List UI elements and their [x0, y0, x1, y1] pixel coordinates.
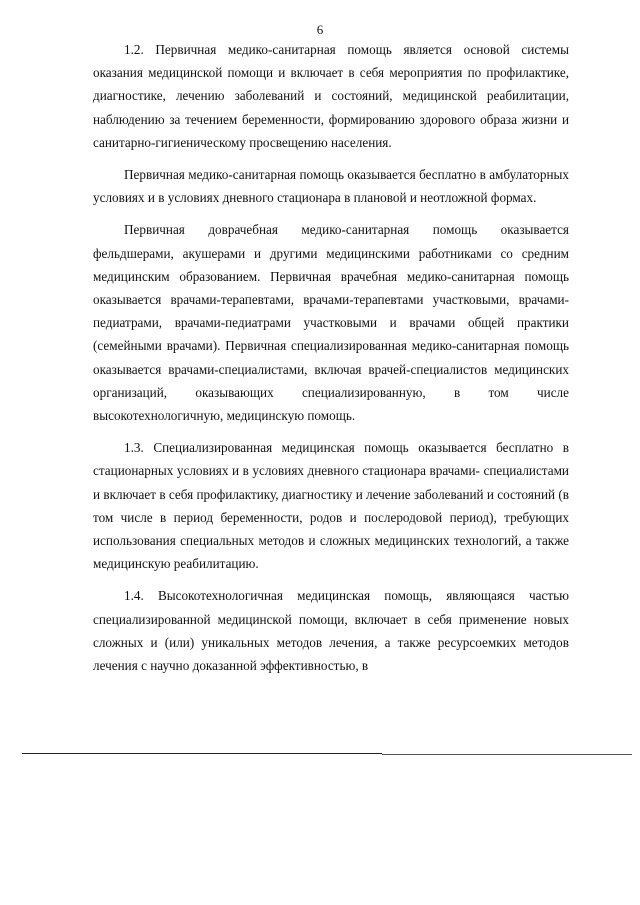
paragraph-free-of-charge: Первичная медико-санитарная помощь оказывается бесплатно в амбулаторных условиях и в условиях дневного стационара в плановой и неотложной формах. — [93, 167, 569, 206]
page-number: 6 — [316, 22, 324, 37]
paragraph-1-4: 1.4. Высокотехнологичная медицинская помощь, являющаяся частью специализированной медицинской помощи, включает в себя применение новых сложных и (или) уникальных методов лечения, а также ресурсоемких методов лечения с научно доказанной эффективностью, в — [93, 588, 569, 674]
footnote-separator-rule — [22, 753, 382, 754]
paragraph-1-2: 1.2. Первичная медико-санитарная помощь является основой системы оказания медицинской помощи и включает в себя мероприятия по профилактике, диагностике, лечению заболеваний и состояний, медицинской реабилитации, наблюдению за течением беременности, формированию здорового образа жизни и санитарно-гигиеническому просвещению населения. — [93, 42, 569, 150]
document-body — [93, 38, 569, 677]
paragraph-pre-medical-care: Первичная доврачебная медико-санитарная помощь оказывается фельдшерами, акушерами и другими медицинскими работниками со средним медицинским образованием. Первичная врачебная медико-санитарная помощь оказывается врачами-терапевтами, врачами-терапевтами участковыми, врачами- педиатрами, врачами-педиатрами участковыми и врачами общей практики (семейными врачами). Первичная специализированная медико-санитарная помощь оказывается врачами-специалистами, включая врачей-специалистов медицинских организаций, оказывающих специализированную, в том числе высокотехнологичную, медицинскую помощь. — [93, 222, 569, 424]
paragraph-1-3: 1.3. Специализированная медицинская помощь оказывается бесплатно в стационарных условиях и в условиях дневного стационара врачами- специалистами и включает в себя профилактику, диагностику и лечение заболеваний и состояний (в том числе в период беременности, родов и послеродовой период), требующих использования специальных методов и сложных медицинских технологий, а также медицинскую реабилитацию. — [93, 440, 569, 572]
footnote-separator-rule-extension — [382, 754, 632, 755]
